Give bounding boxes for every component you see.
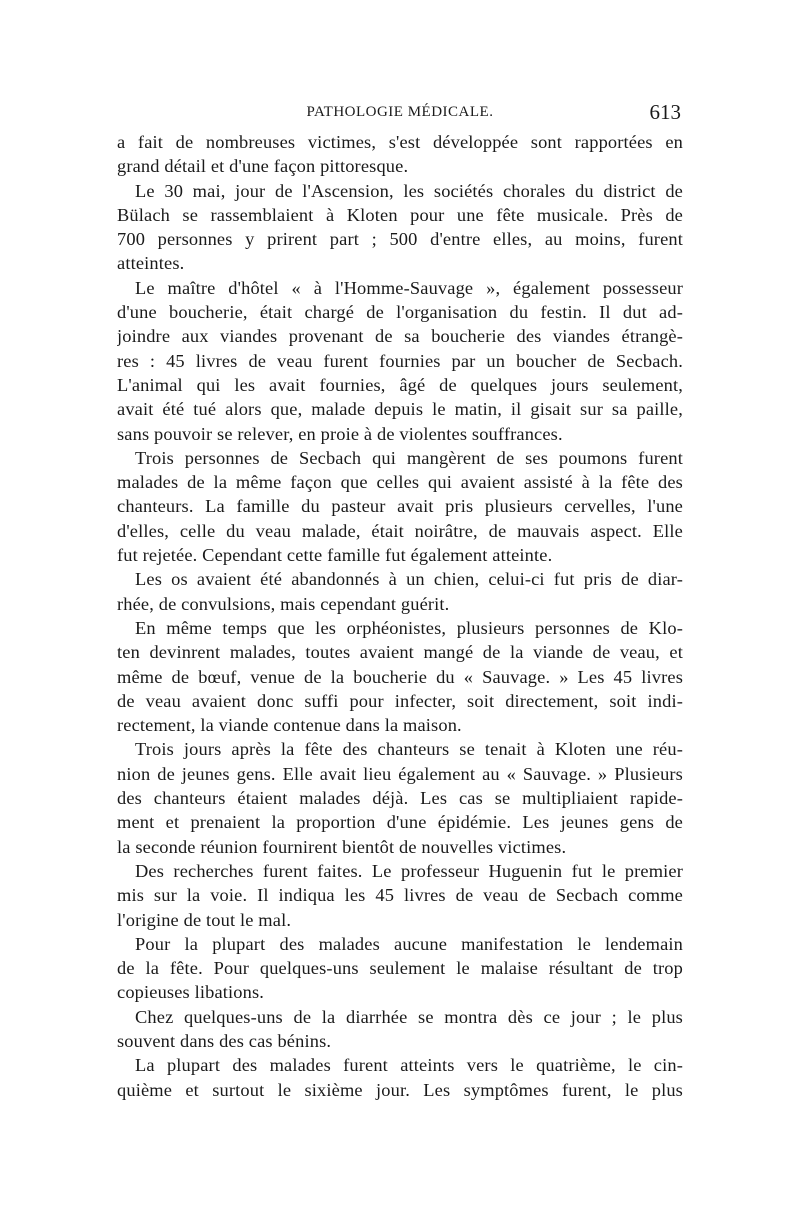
text-line: a fait de nombreuses victimes, s'est développée sont rapportées en [117,132,683,152]
text-line: fut rejetée. Cependant cette famille fut également atteinte. [117,545,553,566]
paragraph [117,567,683,616]
paragraph [117,179,683,276]
text-line: Le 30 mai, jour de l'Ascension, les sociétés chorales du district de [135,180,683,201]
text-line: Des recherches furent faites. Le professeur Huguenin fut le premier [135,860,683,881]
body-text [117,130,683,1102]
paragraph [117,932,683,1005]
paragraph [117,1005,683,1054]
running-title: PATHOLOGIE MÉDICALE. [306,104,494,120]
text-line: de veau avaient donc suffi pour infecter, soit directement, soit indi- [117,690,683,711]
text-line: copieuses libations. [117,982,265,1003]
text-line: rhée, de convulsions, mais cependant guérit. [117,593,450,614]
text-line: atteintes. [117,253,185,274]
text-line: ment et prenaient la proportion d'une épidémie. Les jeunes gens de [117,812,683,833]
paragraph [117,130,683,179]
text-line: Bülach se rassemblaient à Kloten pour une fête musicale. Près de [117,204,683,225]
text-line: d'elles, celle du veau malade, était noirâtre, de mauvais aspect. Elle [117,520,683,541]
paragraph [117,446,683,567]
paragraph [117,276,683,446]
text-line: Le maître d'hôtel « à l'Homme-Sauvage », également possesseur [135,277,683,298]
text-line: sans pouvoir se relever, en proie à de violentes souffrances. [117,423,563,444]
text-line: de la fête. Pour quelques-uns seulement le malaise résultant de trop [117,958,683,979]
text-line: La plupart des malades furent atteints vers le quatrième, le cin- [135,1055,683,1076]
text-line: Trois jours après la fête des chanteurs se tenait à Kloten une réu- [135,739,683,760]
running-header [117,100,683,126]
text-line: rectement, la viande contenue dans la maison. [117,715,462,736]
text-line: même de bœuf, venue de la boucherie du « Sauvage. » Les 45 livres [117,666,683,687]
text-line: malades de la même façon que celles qui avaient assisté à la fête des [117,472,683,493]
text-line: souvent dans des cas bénins. [117,1030,332,1051]
paragraph [117,859,683,932]
text-line: chanteurs. La famille du pasteur avait pris plusieurs cervelles, l'une [117,496,683,517]
text-line: ten devinrent malades, toutes avaient mangé de la viande de veau, et [117,642,683,663]
text-line: joindre aux viandes provenant de sa boucherie des viandes étrangè- [117,326,683,347]
text-line: l'origine de tout le mal. [117,909,292,930]
text-line: Trois personnes de Secbach qui mangèrent de ses poumons furent [135,447,683,468]
paragraph [117,1053,683,1102]
text-line: d'une boucherie, était chargé de l'organisation du festin. Il dut ad- [117,302,683,323]
page-number: 613 [649,100,681,124]
text-line: L'animal qui les avait fournies, âgé de quelques jours seulement, [117,374,683,395]
text-line: Les os avaient été abandonnés à un chien, celui-ci fut pris de diar- [135,569,683,590]
text-line: la seconde réunion fournirent bientôt de nouvelles victimes. [117,836,567,857]
text-line: Chez quelques-uns de la diarrhée se montra dès ce jour ; le plus [135,1006,683,1027]
text-line: des chanteurs étaient malades déjà. Les cas se multipliaient rapide- [117,788,683,809]
text-line: nion de jeunes gens. Elle avait lieu également au « Sauvage. » Plusieurs [117,763,683,784]
text-line: 700 personnes y prirent part ; 500 d'entre elles, au moins, furent [117,229,683,250]
text-line: res : 45 livres de veau furent fournies par un boucher de Secbach. [117,350,683,371]
text-line: Pour la plupart des malades aucune manifestation le lendemain [135,933,683,954]
text-line: En même temps que les orphéonistes, plusieurs personnes de Klo- [135,617,683,638]
text-line: avait été tué alors que, malade depuis le matin, il gisait sur sa paille, [117,399,683,420]
text-line: mis sur la voie. Il indiqua les 45 livres de veau de Secbach comme [117,885,683,906]
paragraph [117,737,683,858]
text-line: grand détail et d'une façon pittoresque. [117,156,409,177]
text-line: quième et surtout le sixième jour. Les symptômes furent, le plus [117,1079,683,1100]
paragraph [117,616,683,737]
